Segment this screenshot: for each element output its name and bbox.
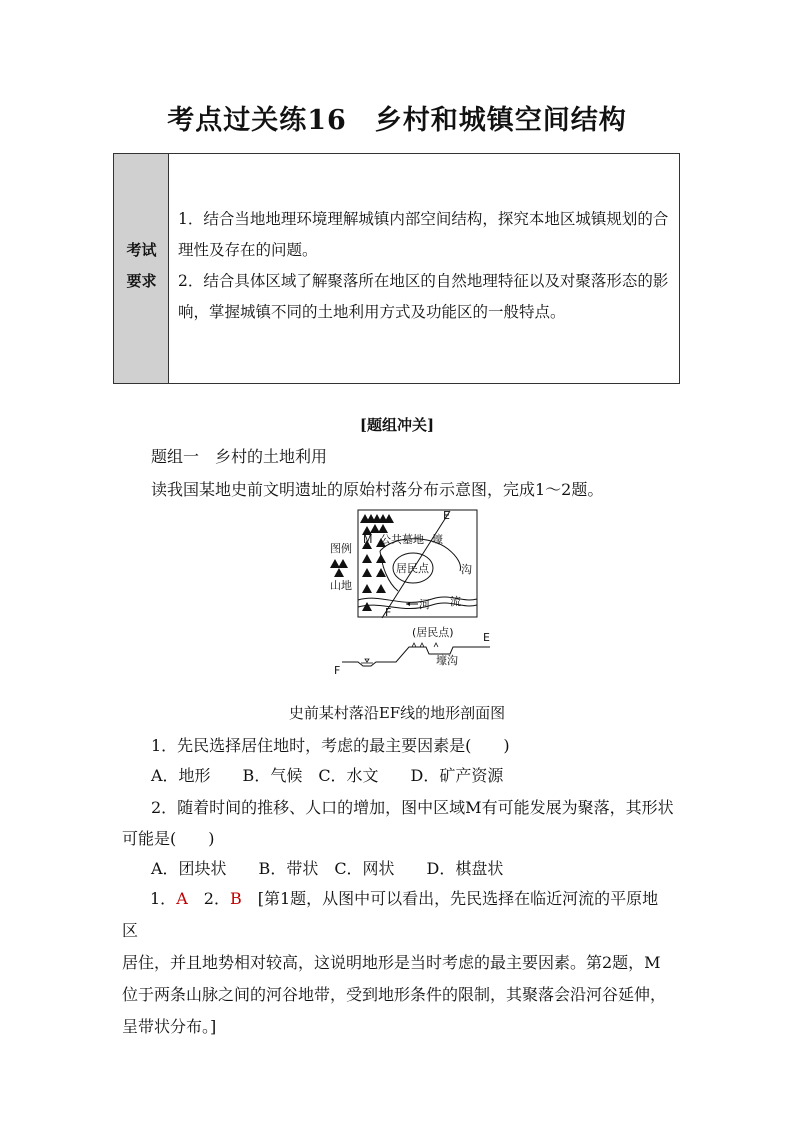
question-2-stem-line1: 2．随着时间的推移、人口的增加，图中区域M有可能发展为聚落，其形状 bbox=[151, 798, 674, 817]
answer-block bbox=[122, 883, 674, 1043]
profile-label-moat: 壕沟 bbox=[436, 654, 458, 667]
requirements-label-cell bbox=[114, 154, 169, 383]
answer-q2-number: 2． bbox=[203, 889, 230, 908]
answer-q1-choice: A bbox=[176, 889, 188, 908]
answer-line-4: 呈带状分布。] bbox=[122, 1017, 217, 1036]
profile-figure bbox=[330, 624, 505, 679]
mountain-icons bbox=[360, 514, 394, 611]
question-1-stem: 1．先民选择居住地时，考虑的最主要因素是( ) bbox=[151, 736, 510, 755]
legend-title: 图例 bbox=[330, 542, 352, 555]
map-label-e: E bbox=[443, 509, 450, 522]
legend-mountain-icon bbox=[330, 559, 348, 577]
group-title: 题组一 乡村的土地利用 bbox=[151, 447, 328, 466]
requirements-label-line1: 考试 bbox=[126, 241, 157, 259]
page-title: 考点过关练16 乡村和城镇空间结构 bbox=[167, 105, 627, 136]
answer-q2-choice: B bbox=[229, 889, 242, 908]
map-label-moat-2: 沟 bbox=[461, 563, 472, 576]
answer-line-3: 位于两条山脉之间的河谷地带，受到地形条件的限制，其聚落会沿河谷延伸， bbox=[122, 985, 667, 1004]
profile-label-e: E bbox=[483, 631, 490, 644]
section-header: [题组冲关] bbox=[359, 416, 435, 434]
map-label-settlement: 居民点 bbox=[396, 562, 429, 575]
requirement-item-2: 2．结合具体区域了解聚落所在地区的自然地理特征以及对聚落形态的影响，掌握城镇不同的土地利用方式及功能区的一般特点。 bbox=[178, 272, 669, 321]
requirement-item-1: 1．结合当地地理环境理解城镇内部空间结构，探究本地区城镇规划的合理性及存在的问题。 bbox=[178, 210, 669, 259]
answer-q1-number: 1． bbox=[150, 889, 177, 908]
requirements-table bbox=[113, 153, 680, 384]
answer-line-2: 居住，并且地势相对较高，这说明地形是当时考虑的最主要因素。第2题，M bbox=[122, 953, 661, 972]
answer-line-1 bbox=[122, 883, 674, 947]
map-label-river-1: 河 bbox=[419, 598, 430, 611]
question-2-options: A．团块状 B．带状 C．网状 D．棋盘状 bbox=[151, 859, 504, 878]
group-intro: 读我国某地史前文明遗址的原始村落分布示意图，完成1～2题。 bbox=[151, 480, 604, 499]
question-1-options: A．地形 B．气候 C．水文 D．矿产资源 bbox=[151, 766, 504, 785]
water-level-icon bbox=[365, 659, 369, 662]
map-label-m: M bbox=[363, 533, 373, 546]
map-label-f: F bbox=[385, 606, 392, 619]
village-map-figure bbox=[322, 505, 482, 620]
legend-item: 山地 bbox=[330, 579, 352, 592]
requirements-label-line2: 要求 bbox=[126, 272, 157, 290]
map-label-river-2: 流 bbox=[450, 595, 461, 608]
question-2-stem-line2: 可能是( ) bbox=[122, 829, 215, 848]
requirements-text bbox=[178, 204, 673, 328]
profile-label-f: F bbox=[334, 664, 341, 677]
map-label-moat-1: 壕 bbox=[432, 533, 443, 546]
house-icons bbox=[412, 643, 438, 647]
answer-explanation-start: [第1题，从图中可以看出，先民选择在临近河流的平原地区 bbox=[122, 889, 659, 940]
map-label-cemetery: 公共墓地 bbox=[380, 533, 424, 546]
profile-label-settlement: (居民点) bbox=[412, 626, 454, 639]
profile-caption: 史前某村落沿EF线的地形剖面图 bbox=[288, 704, 506, 722]
